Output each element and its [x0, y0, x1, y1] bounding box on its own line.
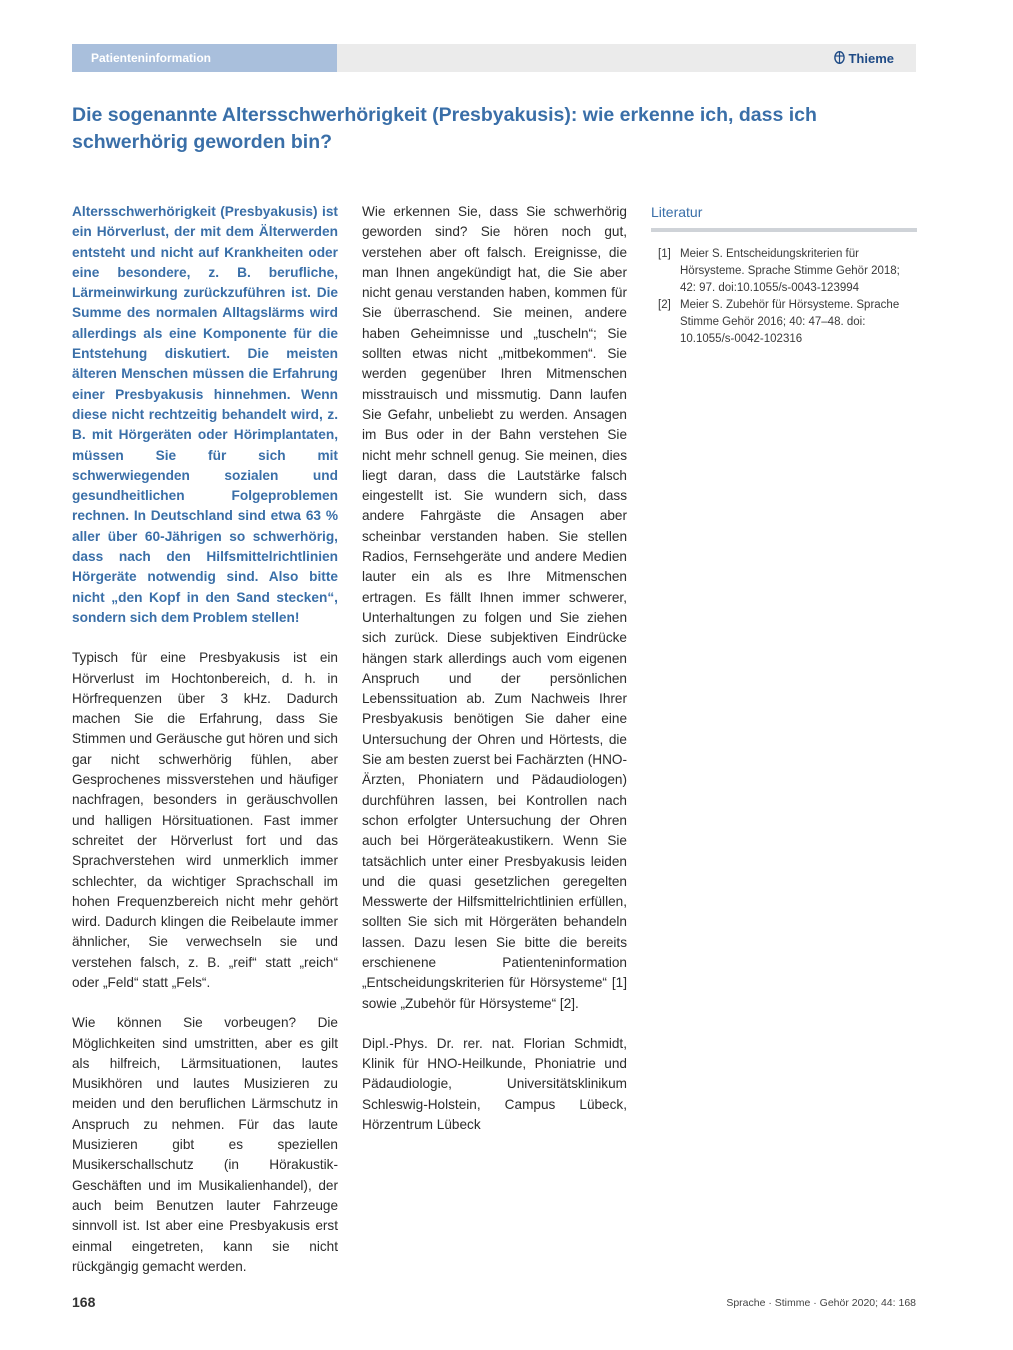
body-paragraph-2: Wie können Sie vorbeugen? Die Möglichkeiten sind umstritten, aber es gilt als hilfreich, Lärmsituationen, lautes Musikhören und lautes Musizieren zu meiden und den beruflichen Lärmschutz in Anspruch zu nehmen. Für das laute Musizieren gibt es speziellen Musikerschallschutz (in Hörakustik-Geschäften und im Musikalienhandel), der auch beim Benutzen lauter Fahrzeuge sinnvoll ist. Ist aber eine Presbyakusis erst einmal eingetreten, kann sie nicht rückgängig gemacht werden.: [72, 1015, 338, 1274]
reference-item: [651, 297, 917, 348]
text-column-left: [72, 202, 338, 1297]
reference-item: [651, 246, 917, 297]
running-header: [72, 44, 916, 72]
reference-text: Meier S. Entscheidungskriterien für Hörsysteme. Sprache Stimme Gehör 2018; 42: 97. doi:10.1055/s-0043-123994: [680, 248, 900, 294]
reference-text: Meier S. Zubehör für Hörsysteme. Sprache Stimme Gehör 2016; 40: 47–48. doi: 10.1055/s-0042-102316: [680, 299, 900, 345]
lead-paragraph: Altersschwerhörigkeit (Presbyakusis) ist ein Hörverlust, der mit dem Älterwerden entsteht und nicht auf Krankheiten oder eine besondere, z. B. berufliche, Lärmeinwirkung zurückzuführen ist. Die Summe des normalen Alltagslärms wird allerdings als eine Komponente für die Entstehung diskutiert. Die meisten älteren Menschen müssen die Erfahrung einer Presbyakusis hinnehmen. Wenn diese nicht rechtzeitig behandelt wird, z. B. mit Hörgeräten oder Hörimplantaten, müssen Sie für sich mit schwerwiegenden sozialen und gesundheitlichen Folgeproblemen rechnen. In Deutschland sind etwa 63 % aller über 60-Jährigen so schwerhörig, dass nach den Hilfsmittelrichtlinien Hörgeräte notwendig sind. Also bitte nicht „den Kopf in den Sand stecken“, sondern sich dem Problem stellen!: [72, 204, 338, 625]
literature-heading: Literatur: [651, 204, 703, 220]
publisher-name: Thieme: [848, 51, 894, 66]
thieme-emblem-icon: [834, 51, 845, 64]
publisher-logo: [834, 51, 894, 66]
body-paragraph-1: Typisch für eine Presbyakusis ist ein Hörverlust im Hochtonbereich, d. h. in Hörfrequenzen über 3 kHz. Dadurch machen Sie die Erfahrung, dass Sie Stimmen und Geräusche gut hören und sich gar nicht schwerhörig fühlen, aber Gesprochenes missverstehen und häufiger nachfragen, besonders in geräuschvollen und halligen Hörsituationen. Fast immer schreitet der Hörverlust fort und das Sprachverstehen wird unmerklich immer schlechter, da wichtiger Sprachschall im hohen Frequenzbereich nicht mehr gehört wird. Dadurch klingen die Reibelaute immer ähnlicher, Sie verwechseln sie und verstehen falsch, z. B. „reif“ statt „reich“ oder „Feld“ statt „Fels“.: [72, 650, 338, 990]
author-affiliation: Dipl.-Phys. Dr. rer. nat. Florian Schmidt, Klinik für HNO-Heilkunde, Phoniatrie und Pädaudiologie, Universitätsklinikum Schleswig-Holstein, Campus Lübeck, Hörzentrum Lübeck: [362, 1035, 627, 1133]
reference-number: [2]: [658, 299, 671, 311]
body-paragraph-3: Wie erkennen Sie, dass Sie schwerhörig geworden sind? Sie hören noch gut, verstehen aber oft falsch. Ereignisse, die man Ihnen angekündigt hat, die Sie aber nicht genau verstanden haben, kommen für Sie überraschend. Sie meinen, andere haben Geheimnisse und „tuscheln“; Sie sollten etwas nicht „mitbekommen“. Sie werden gegenüber Ihren Mitmenschen misstrauisch und missmutig. Dann laufen Sie Gefahr, unbeliebt zu werden. Ansagen im Bus oder in der Bahn verstehen Sie nicht mehr schnell genug. Sie meinen, dies liegt daran, dass die Lautstärke falsch eingestellt ist. Sie wundern sich, dass andere Fahrgäste die Ansagen aber scheinbar verstanden haben. Sie stellen Radios, Fernsehgeräte und andere Medien lauter ein als es Ihre Mitmenschen ertragen. Es fällt Ihnen immer schwerer, Unterhaltungen zu folgen und Sie ziehen sich zurück. Diese subjektiven Eindrücke hängen stark allerdings auch vom eigenen Anspruch und der persönlichen Lebenssituation ab. Zum Nachweis Ihrer Presbyakusis benötigen Sie daher eine Untersuchung der Ohren und Hörtests, die Sie am besten zuerst bei Fachärzten (HNO-Ärzten, Phoniatern und Pädaudiologen) durchführen lassen, bei Kontrollen nach schon erfolgter Untersuchung der Ohren auch bei Hörgeräteakustikern. Wenn Sie tatsächlich unter einer Presbyakusis leiden und die quasi gesetzlichen geregelten Messwerte der Hilfsmittelrichtlinien erfüllen, sollten Sie sich mit Hörgeräten behandeln lassen. Dazu lesen Sie bitte die bereits erschienene Patienteninformation „Entscheidungskriterien für Hörsysteme“ [1] sowie „Zubehör für Hörsysteme“ [2].: [362, 204, 627, 1011]
section-label-box: [72, 44, 337, 72]
literature-section: [651, 204, 917, 348]
journal-citation: Sprache · Stimme · Gehör 2020; 44: 168: [726, 1297, 916, 1309]
text-column-middle: [362, 202, 627, 1155]
section-label: Patienteninformation: [91, 51, 212, 65]
page-number: 168: [72, 1294, 96, 1310]
literature-divider: [651, 228, 917, 232]
article-title: Die sogenannte Altersschwerhörigkeit (Presbyakusis): wie erkenne ich, dass ich schwerhörig geworden bin?: [72, 104, 817, 153]
reference-number: [1]: [658, 248, 671, 260]
